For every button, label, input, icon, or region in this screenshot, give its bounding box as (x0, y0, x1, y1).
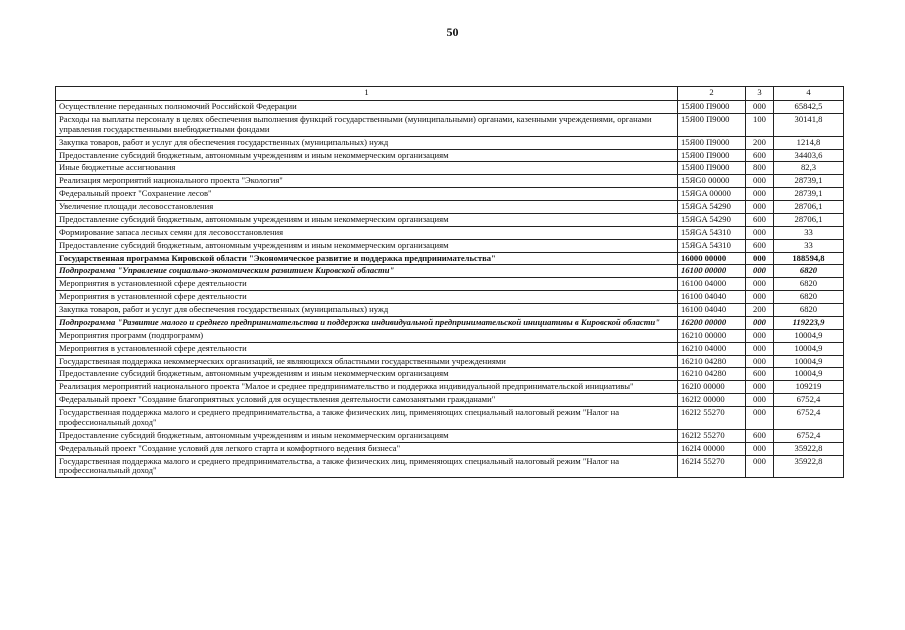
table-row (56, 252, 844, 265)
row-name-cell: Предоставление субсидий бюджетным, автономным учреждениям и иным некоммерческим организациям (56, 368, 678, 381)
table-row (56, 355, 844, 368)
row-code-cell: 16100 00000 (678, 265, 746, 278)
table-row (56, 188, 844, 201)
row-name-cell: Реализация мероприятий национального проекта "Экология" (56, 175, 678, 188)
row-sum-cell: 6752,4 (774, 394, 844, 407)
table-row (56, 381, 844, 394)
row-name-cell: Увеличение площади лесовосстановления (56, 201, 678, 214)
row-type-cell: 800 (746, 162, 774, 175)
row-sum-cell: 10004,9 (774, 355, 844, 368)
row-type-cell: 100 (746, 113, 774, 136)
row-sum-cell: 28706,1 (774, 213, 844, 226)
row-code-cell: 16210 04280 (678, 355, 746, 368)
table-row (56, 226, 844, 239)
row-name-cell: Подпрограмма "Управление социально-экономическим развитием Кировской области" (56, 265, 678, 278)
row-name-cell: Мероприятия в установленной сфере деятельности (56, 278, 678, 291)
row-type-cell: 000 (746, 226, 774, 239)
row-sum-cell: 119223,9 (774, 316, 844, 329)
row-sum-cell: 28706,1 (774, 201, 844, 214)
row-code-cell: 15Я00 П9000 (678, 162, 746, 175)
row-name-cell: Закупка товаров, работ и услуг для обеспечения государственных (муниципальных) нужд (56, 136, 678, 149)
table-row (56, 455, 844, 478)
row-code-cell: 15ЯGA 54290 (678, 201, 746, 214)
row-code-cell: 16100 04040 (678, 304, 746, 317)
row-sum-cell: 6820 (774, 291, 844, 304)
table-row (56, 394, 844, 407)
row-code-cell: 15Я00 П9000 (678, 149, 746, 162)
row-code-cell: 16200 00000 (678, 316, 746, 329)
table-row (56, 429, 844, 442)
row-sum-cell: 30141,8 (774, 113, 844, 136)
row-sum-cell: 6820 (774, 265, 844, 278)
row-name-cell: Иные бюджетные ассигнования (56, 162, 678, 175)
row-code-cell: 16100 04000 (678, 278, 746, 291)
table-row (56, 149, 844, 162)
row-sum-cell: 34403,6 (774, 149, 844, 162)
row-sum-cell: 28739,1 (774, 188, 844, 201)
row-type-cell: 000 (746, 316, 774, 329)
budget-table (55, 86, 844, 478)
row-sum-cell: 10004,9 (774, 329, 844, 342)
header-code: 2 (678, 87, 746, 101)
row-name-cell: Расходы на выплаты персоналу в целях обеспечения выполнения функций государственными (муниципальными) органами, казенными учреждениями, органами управления государственными внебюджетными фондами (56, 113, 678, 136)
table-row (56, 342, 844, 355)
row-name-cell: Формирование запаса лесных семян для лесовосстановления (56, 226, 678, 239)
row-code-cell: 15ЯG0 00000 (678, 175, 746, 188)
row-code-cell: 162I2 00000 (678, 394, 746, 407)
row-type-cell: 000 (746, 175, 774, 188)
row-sum-cell: 65842,5 (774, 101, 844, 114)
row-sum-cell: 82,3 (774, 162, 844, 175)
row-name-cell: Мероприятия в установленной сфере деятельности (56, 342, 678, 355)
row-sum-cell: 109219 (774, 381, 844, 394)
row-code-cell: 16100 04040 (678, 291, 746, 304)
row-sum-cell: 6752,4 (774, 429, 844, 442)
header-name: 1 (56, 87, 678, 101)
row-name-cell: Мероприятия программ (подпрограмм) (56, 329, 678, 342)
row-sum-cell: 6820 (774, 304, 844, 317)
row-type-cell: 600 (746, 149, 774, 162)
row-name-cell: Мероприятия в установленной сфере деятельности (56, 291, 678, 304)
row-type-cell: 000 (746, 291, 774, 304)
row-code-cell: 15Я00 П9000 (678, 101, 746, 114)
row-name-cell: Предоставление субсидий бюджетным, автономным учреждениям и иным некоммерческим организациям (56, 429, 678, 442)
row-type-cell: 000 (746, 201, 774, 214)
row-type-cell: 600 (746, 429, 774, 442)
table-row (56, 113, 844, 136)
row-sum-cell: 10004,9 (774, 368, 844, 381)
row-code-cell: 162I0 00000 (678, 381, 746, 394)
row-type-cell: 000 (746, 355, 774, 368)
row-sum-cell: 6752,4 (774, 407, 844, 430)
row-type-cell: 000 (746, 188, 774, 201)
row-type-cell: 600 (746, 213, 774, 226)
row-type-cell: 000 (746, 381, 774, 394)
row-name-cell: Государственная поддержка малого и среднего предпринимательства, а также физических лиц, применяющих специальный налоговый режим "Налог на профессиональный доход" (56, 407, 678, 430)
row-sum-cell: 188594,8 (774, 252, 844, 265)
table-row (56, 101, 844, 114)
row-type-cell: 600 (746, 368, 774, 381)
row-name-cell: Федеральный проект "Сохранение лесов" (56, 188, 678, 201)
table-row (56, 162, 844, 175)
header-type: 3 (746, 87, 774, 101)
row-code-cell: 15Я00 П9000 (678, 113, 746, 136)
row-sum-cell: 33 (774, 239, 844, 252)
row-name-cell: Федеральный проект "Создание благоприятных условий для осуществления деятельности самозанятыми гражданами" (56, 394, 678, 407)
row-type-cell: 000 (746, 342, 774, 355)
row-sum-cell: 33 (774, 226, 844, 239)
row-sum-cell: 35922,8 (774, 442, 844, 455)
row-type-cell: 000 (746, 252, 774, 265)
table-row (56, 175, 844, 188)
row-name-cell: Государственная поддержка малого и среднего предпринимательства, а также физических лиц, применяющих специальный налоговый режим "Налог на профессиональный доход" (56, 455, 678, 478)
table-row (56, 316, 844, 329)
row-name-cell: Федеральный проект "Создание условий для легкого старта и комфортного ведения бизнеса" (56, 442, 678, 455)
table-row (56, 368, 844, 381)
row-type-cell: 000 (746, 265, 774, 278)
row-code-cell: 162I4 00000 (678, 442, 746, 455)
row-type-cell: 000 (746, 278, 774, 291)
table-row (56, 329, 844, 342)
row-sum-cell: 28739,1 (774, 175, 844, 188)
table-row (56, 136, 844, 149)
row-code-cell: 16210 04000 (678, 342, 746, 355)
table-row (56, 213, 844, 226)
row-type-cell: 000 (746, 329, 774, 342)
row-name-cell: Государственная программа Кировской области "Экономическое развитие и поддержка предпринимательства" (56, 252, 678, 265)
row-sum-cell: 1214,8 (774, 136, 844, 149)
row-code-cell: 16210 04280 (678, 368, 746, 381)
table-row (56, 265, 844, 278)
row-type-cell: 000 (746, 407, 774, 430)
row-name-cell: Предоставление субсидий бюджетным, автономным учреждениям и иным некоммерческим организациям (56, 239, 678, 252)
row-type-cell: 200 (746, 136, 774, 149)
row-type-cell: 600 (746, 239, 774, 252)
row-code-cell: 15ЯGA 00000 (678, 188, 746, 201)
row-name-cell: Государственная поддержка некоммерческих организаций, не являющихся областными государственными учреждениями (56, 355, 678, 368)
row-type-cell: 000 (746, 101, 774, 114)
row-code-cell: 15ЯGA 54310 (678, 226, 746, 239)
row-name-cell: Закупка товаров, работ и услуг для обеспечения государственных (муниципальных) нужд (56, 304, 678, 317)
table-body (56, 101, 844, 478)
row-code-cell: 15ЯGA 54290 (678, 213, 746, 226)
row-code-cell: 16210 00000 (678, 329, 746, 342)
row-name-cell: Предоставление субсидий бюджетным, автономным учреждениям и иным некоммерческим организациям (56, 213, 678, 226)
table-row (56, 239, 844, 252)
row-sum-cell: 10004,9 (774, 342, 844, 355)
row-name-cell: Реализация мероприятий национального проекта "Малое и среднее предпринимательство и поддержка индивидуальной предпринимательской инициативы" (56, 381, 678, 394)
row-type-cell: 000 (746, 455, 774, 478)
row-type-cell: 200 (746, 304, 774, 317)
row-name-cell: Предоставление субсидий бюджетным, автономным учреждениям и иным некоммерческим организациям (56, 149, 678, 162)
row-sum-cell: 35922,8 (774, 455, 844, 478)
row-code-cell: 15ЯGA 54310 (678, 239, 746, 252)
table-row (56, 407, 844, 430)
table-row (56, 278, 844, 291)
table-row (56, 201, 844, 214)
row-code-cell: 162I4 55270 (678, 455, 746, 478)
row-code-cell: 16000 00000 (678, 252, 746, 265)
header-sum: 4 (774, 87, 844, 101)
row-name-cell: Осуществление переданных полномочий Российской Федерации (56, 101, 678, 114)
row-code-cell: 162I2 55270 (678, 407, 746, 430)
page-number: 50 (446, 25, 459, 39)
table-row (56, 291, 844, 304)
row-type-cell: 000 (746, 394, 774, 407)
row-type-cell: 000 (746, 442, 774, 455)
table-row (56, 442, 844, 455)
row-name-cell: Подпрограмма "Развитие малого и среднего предпринимательства и поддержка индивидуальной предпринимательской инициативы в Кировской области" (56, 316, 678, 329)
header-row (56, 87, 844, 101)
row-sum-cell: 6820 (774, 278, 844, 291)
row-code-cell: 15Я00 П9000 (678, 136, 746, 149)
table-row (56, 304, 844, 317)
row-code-cell: 162I2 55270 (678, 429, 746, 442)
